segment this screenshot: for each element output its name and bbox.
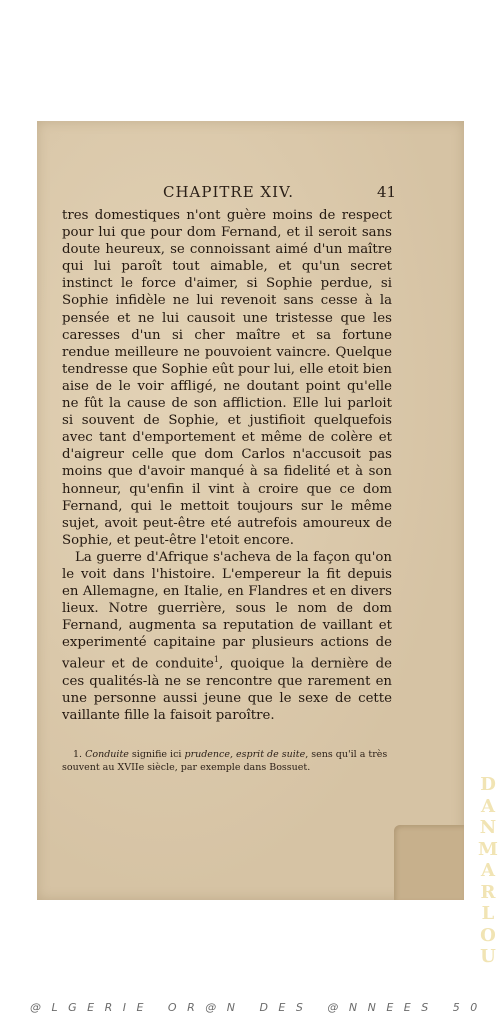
watermark-letter: A (481, 860, 495, 881)
book-page (37, 121, 464, 900)
watermark-letter: L (481, 903, 495, 924)
footer-caption: @LGERIE OR@N DES @NNEES 50 (30, 1001, 488, 1014)
watermark-letter: M (478, 838, 498, 860)
paragraph-1: tres domestiques n'ont guère moins de respect pour lui que pour dom Fernand, et il seroit sans doute heureux, se connoissant aimé d'un maître qui lui paroît tout aimable, et qu'un secret instinct le force d'aimer, si Sophie perdue, si Sophie infidèle ne lui revenoit sans cesse à la pensée et ne lui causoit une tristesse que les caresses d'un si cher maître et sa fortune rendue meilleure ne pouvoient vaincre. Quelque tendresse que Sophie eût pour lui, elle etoit bien aise de le voir affligé, ne doutant point qu'elle ne fût la cause de son affliction. Elle lui parloit si souvent de Sophie, et justifioit quelquefois avec tant d'emportement et même de colère et d'aigreur celle que dom Carlos n'accusoit pas moins que d'avoir manqué à sa fidelité et à son honneur, qu'enfin il vint à croire que ce dom Fernand, qui le mettoit toujours sur le même sujet, avoit peut-être eté autrefois amoureux de Sophie, et peut-être l'etoit encore. (62, 208, 392, 548)
page-corner-fold (394, 825, 464, 900)
watermark-letter: R (480, 881, 496, 903)
footnote-gloss: prudence, esprit de suite (184, 749, 306, 760)
footnote-term: Conduite (85, 749, 129, 760)
watermark-letter: O (480, 924, 496, 946)
watermark-letter: U (480, 946, 496, 967)
paragraph-2-part-2: , quoique la dernière de ces qualités-là ne se rencontre que rarement en une personne aussi jeune que le sexe de cette vaillante fille la faisoit paroître. (62, 656, 393, 724)
footnote-text-1: signifie ici (128, 749, 185, 760)
footnote-text-2: , sens qu'il a très souvent au XVIIe siècle, par exemple dans Bossuet. (62, 749, 388, 773)
paragraph-2-part-1: La guerre d'Afrique s'acheva de la façon qu'on le voit dans l'histoire. L'empereur la fit depuis en Allemagne, en Italie, en Flandres et en divers lieux. Notre guerrière, sous le nom de dom Fernand, augmenta sa reputation de vaillant et experimenté capitaine par plusieurs actions de valeur et de conduite (62, 549, 392, 672)
watermark-letter: D (480, 774, 496, 795)
watermark-letter: N (479, 817, 497, 838)
chapter-title: CHAPITRE XIV. (163, 183, 295, 201)
footnote (62, 748, 397, 774)
paragraph-2 (62, 549, 392, 724)
body-text (62, 207, 392, 724)
page-number: 41 (377, 183, 397, 201)
footnote-reference: 1 (213, 655, 219, 665)
watermark-letter: A (481, 795, 495, 817)
page-header (37, 183, 464, 205)
footnote-number: 1. (73, 749, 83, 760)
vertical-watermark (478, 774, 498, 968)
